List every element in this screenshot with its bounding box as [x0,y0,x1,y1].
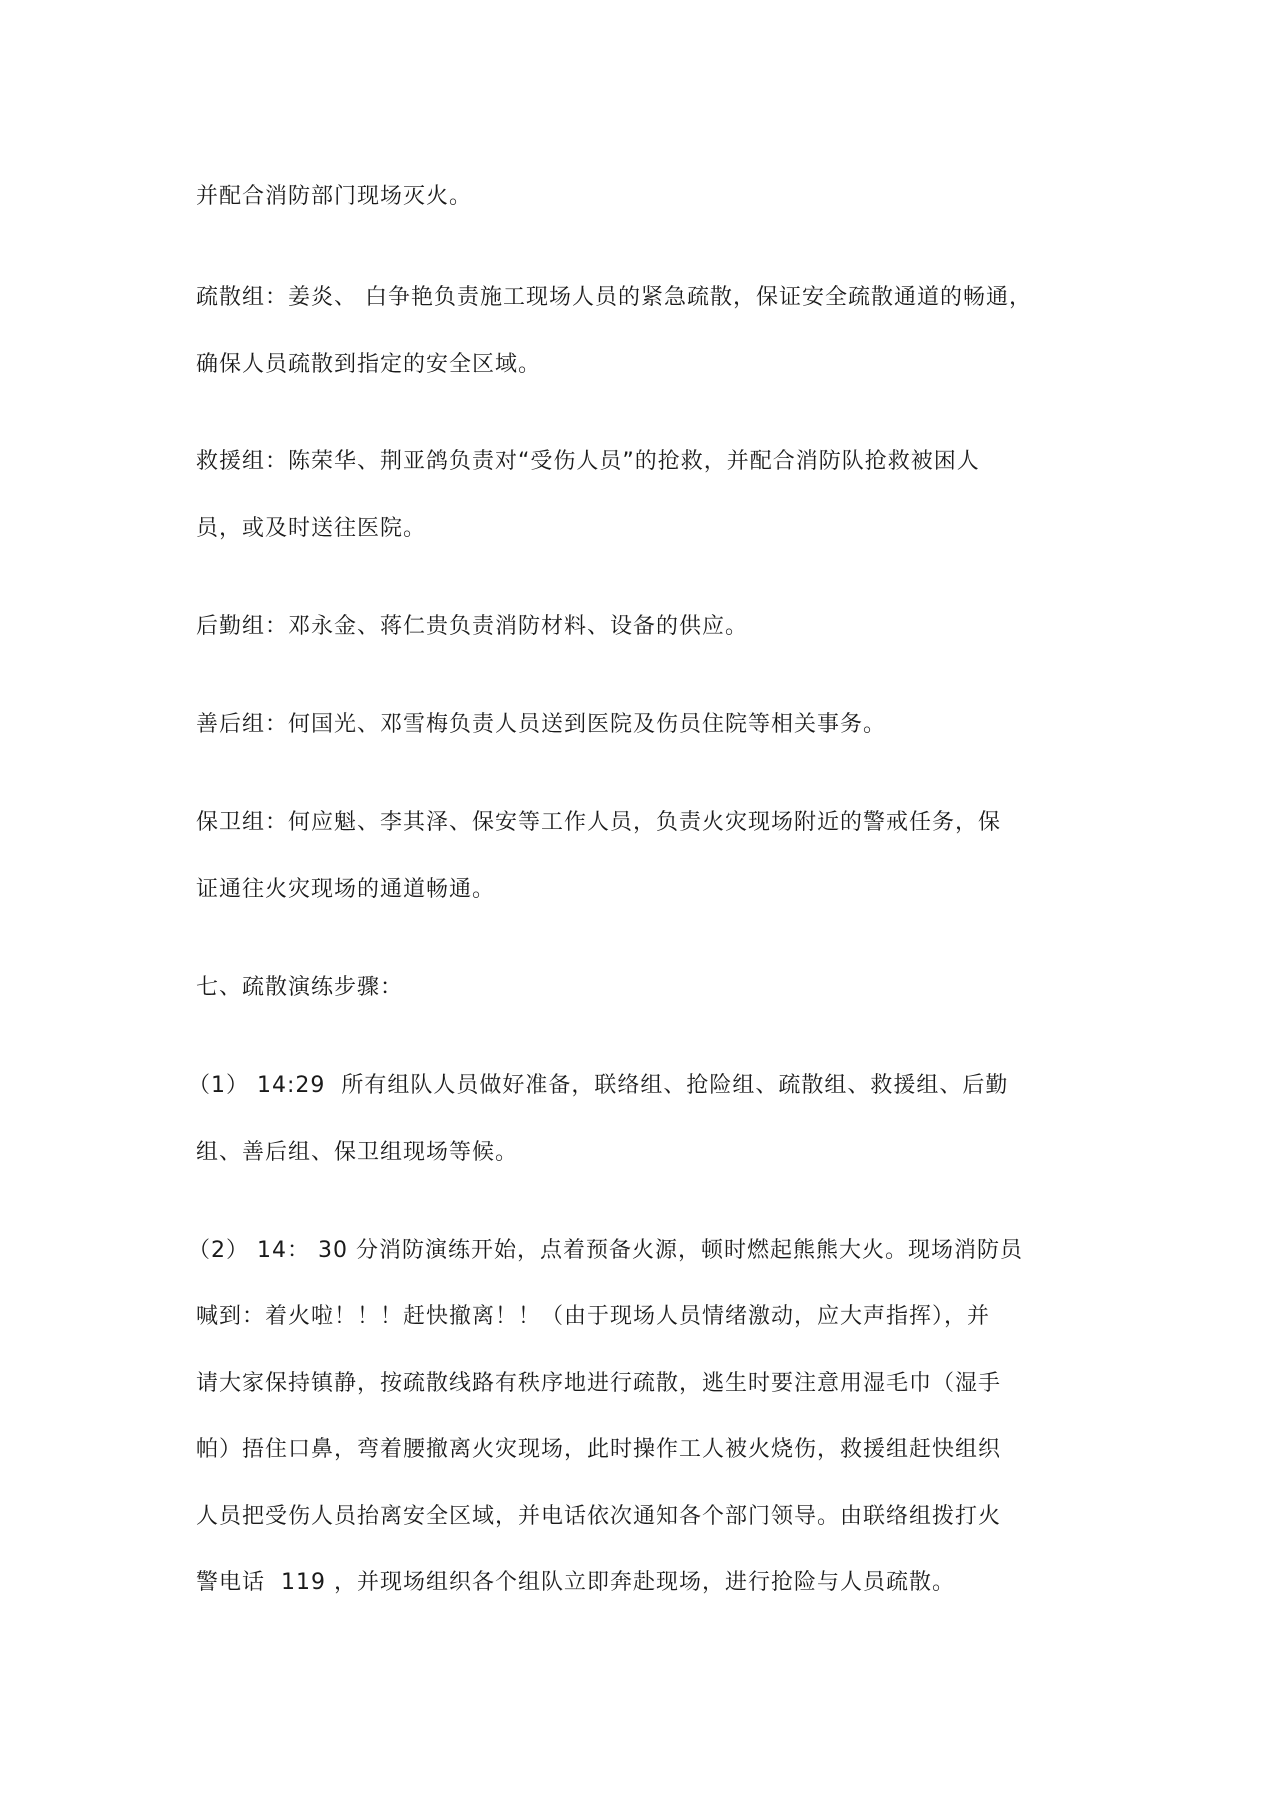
text-line: 保卫组：何应魁、李其泽、保安等工作人员，负责火灾现场附近的警戒任务，保 [196,810,1002,835]
text-line: 疏散组：姜炎、 白争艳负责施工现场人员的紧急疏散，保证安全疏散通道的畅通， [196,285,1032,310]
text-line: 确保人员疏散到指定的安全区域。 [196,352,542,377]
text-line: 并配合消防部门现场灭火。 [196,184,473,209]
text-line: 救援组：陈荣华、荆亚鸽负责对“受伤人员”的抢救，并配合消防队抢救被困人 [196,449,980,474]
text-line: 警电话 119 ，并现场组织各个组队立即奔赴现场，进行抢险与人员疏散。 [196,1570,955,1595]
text-line: 善后组：何国光、邓雪梅负责人员送到医院及伤员住院等相关事务。 [196,712,887,737]
text-line: 人员把受伤人员抬离安全区域，并电话依次通知各个部门领导。由联络组拨打火 [196,1504,1002,1529]
text-line: 请大家保持镇静，按疏散线路有秩序地进行疏散，逃生时要注意用湿毛巾（湿手 [196,1371,1002,1396]
text-line: 员，或及时送往医院。 [196,516,427,541]
text-line: 证通往火灾现场的通道畅通。 [196,877,496,902]
section-heading: 七、疏散演练步骤： [196,975,404,1000]
text-line: 喊到：着火啦！！！赶快撤离！！（由于现场人员情绪激动，应大声指挥），并 [196,1304,991,1329]
text-line: 组、善后组、保卫组现场等候。 [196,1140,519,1165]
text-line: （1） 14:29 所有组队人员做好准备，联络组、抢险组、疏散组、救援组、后勤 [188,1073,1009,1098]
text-line: 帕）捂住口鼻，弯着腰撤离火灾现场，此时操作工人被火烧伤，救援组赶快组织 [196,1437,1002,1462]
text-line: （2） 14： 30 分消防演练开始，点着预备火源，顿时燃起熊熊大火。现场消防员 [188,1238,1023,1263]
text-line: 后勤组：邓永金、蒋仁贵负责消防材料、设备的供应。 [196,614,749,639]
